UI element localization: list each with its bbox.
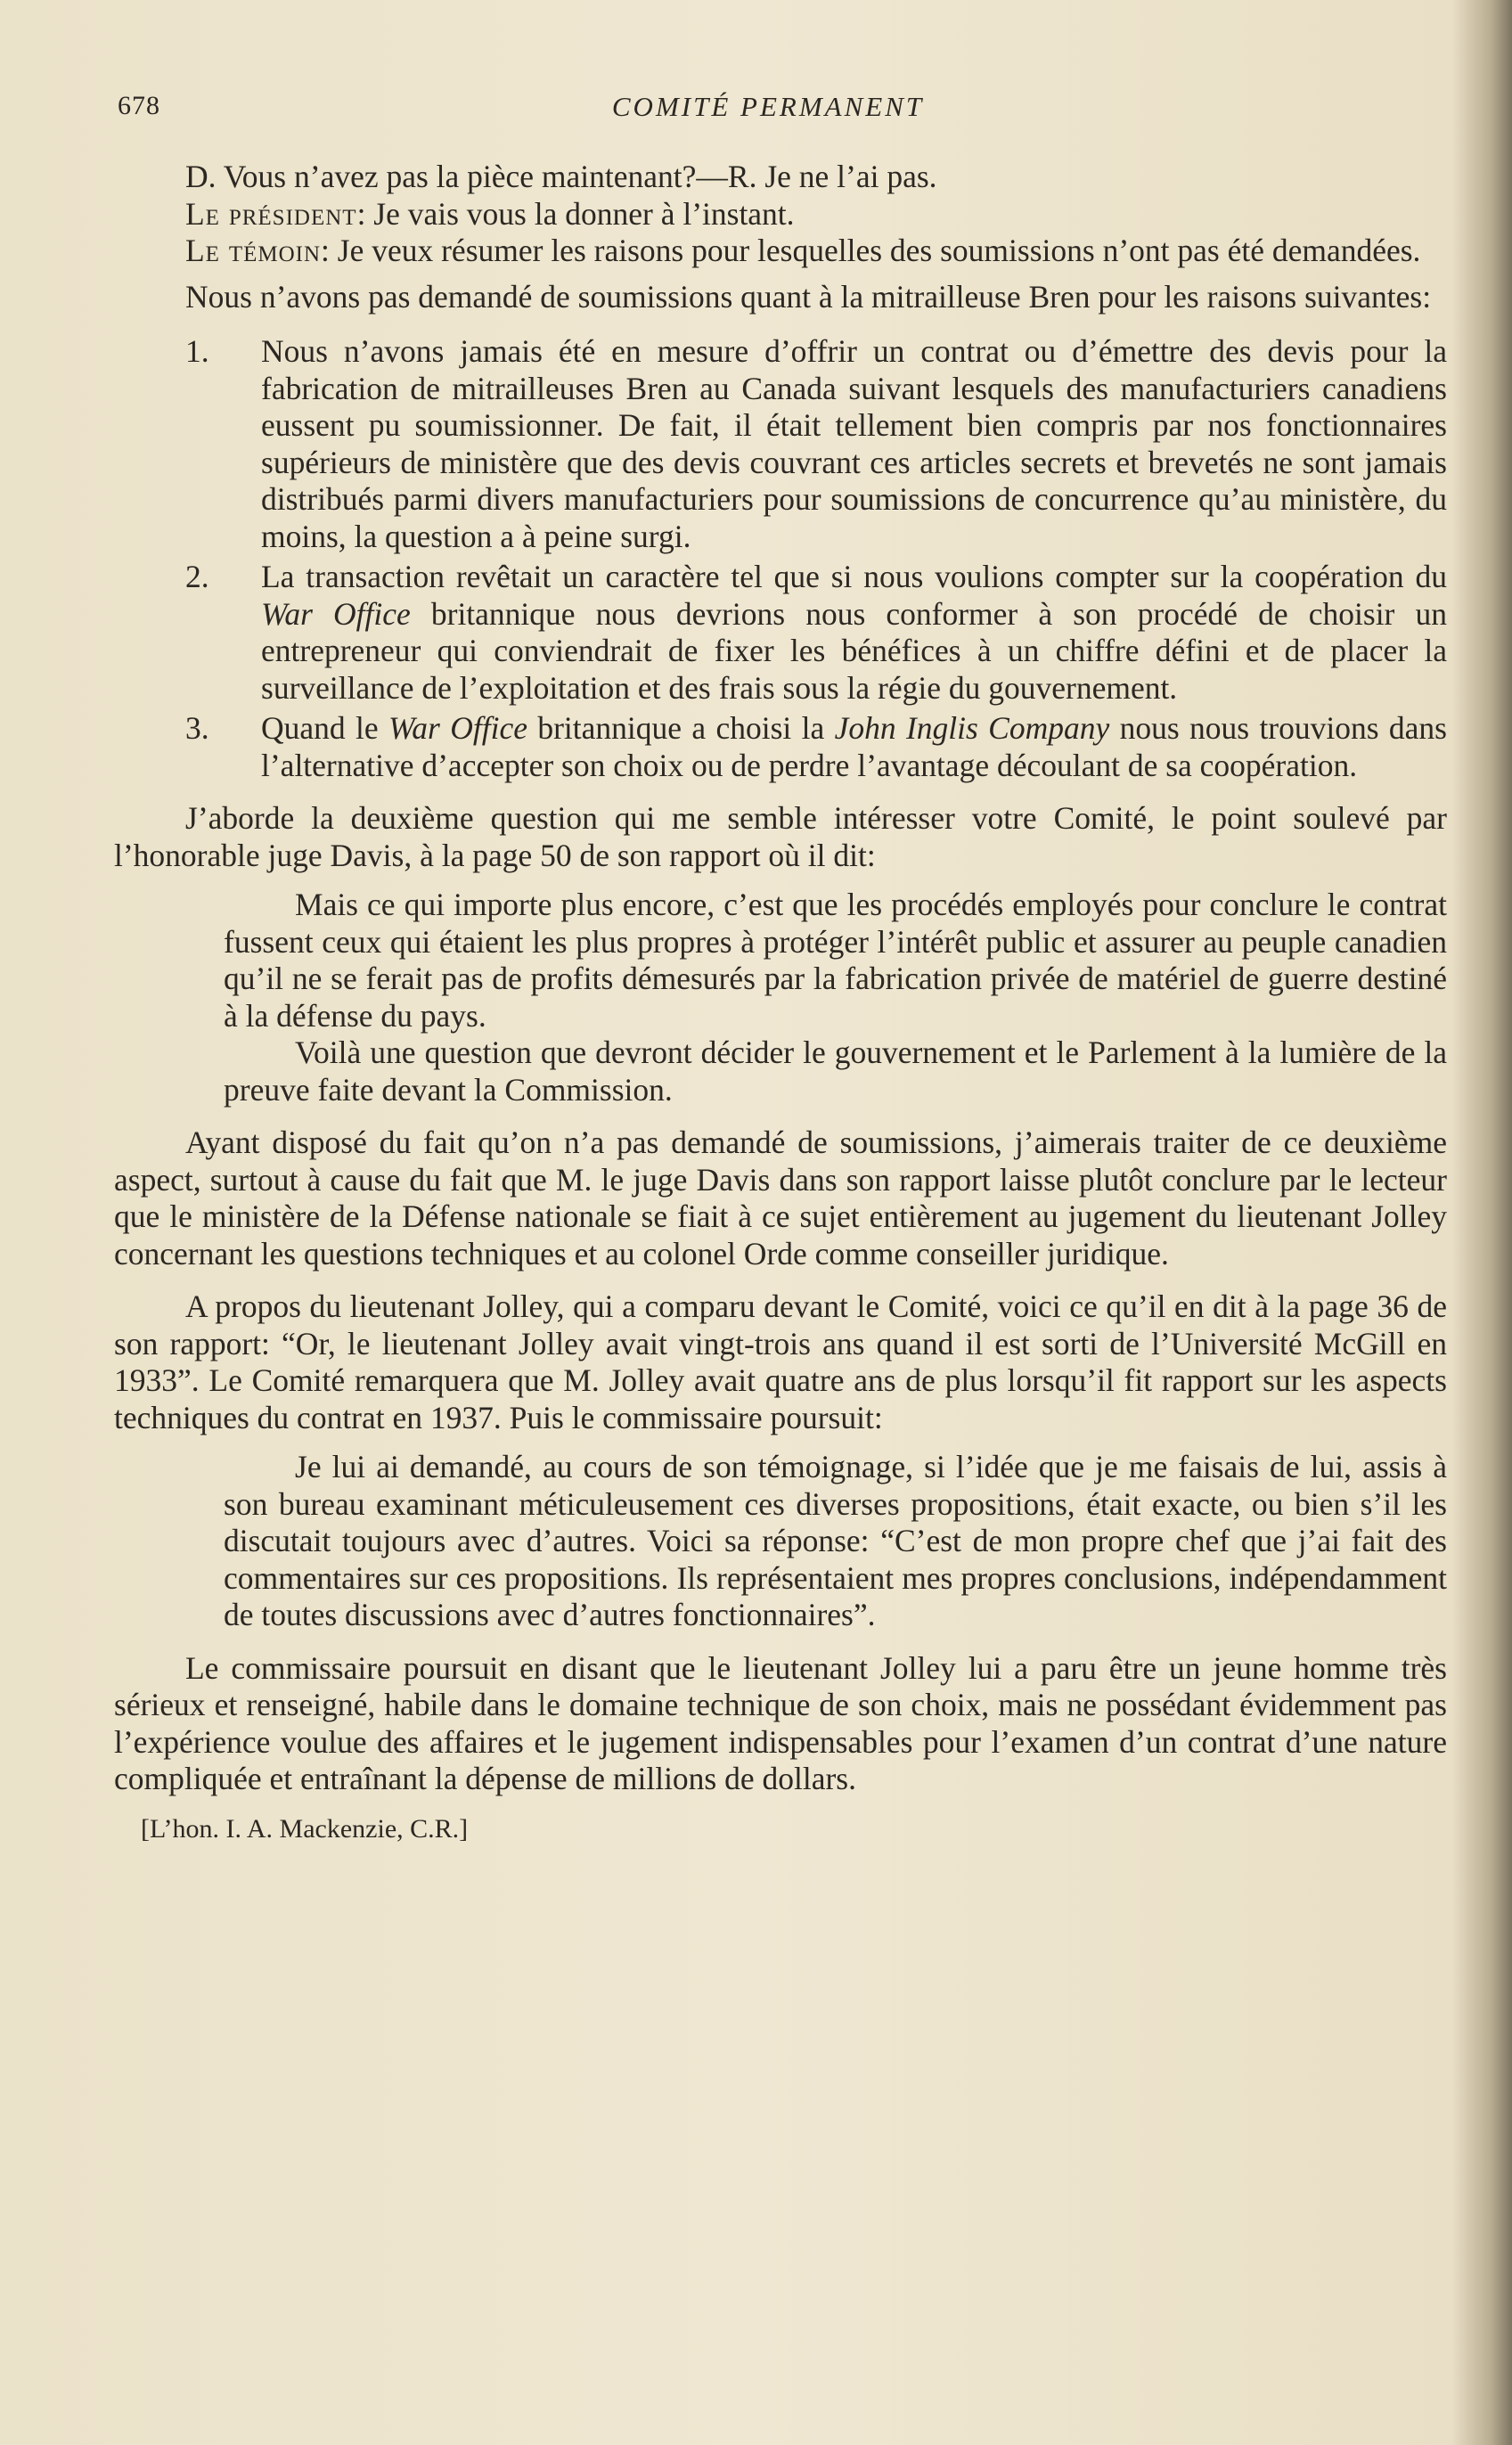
paragraph-second-question: J’aborde la deuxième question qui me semble intéresser votre Comité, le point soulevé par l’honorable juge Davis, à la page 50 de son rapport où il dit: — [114, 800, 1447, 873]
quote-paragraph: Voilà une question que devront décider le gouvernement et le Parlement à la lumière de la preuve faite devant la Commission. — [224, 1034, 1447, 1108]
list-item — [114, 333, 1447, 555]
quote-paragraph: Je lui ai demandé, au cours de son témoignage, si l’idée que je me faisais de lui, assis à son bureau examinant méticuleusement ces diverses propositions, était exacte, ou bien s’il les discutait toujours avec d’autres. Voici sa réponse: “C’est de mon propre chef que j’ai fait des commentaires sur ces propositions. Ils représentaient mes propres conclusions, indépendamment de toutes discussions avec d’autres fonctionnaires”. — [224, 1449, 1447, 1632]
paragraph-second-aspect: Ayant disposé du fait qu’on n’a pas demandé de soumissions, j’aimerais traiter de ce deuxième aspect, surtout à cause du fait que M. le juge Davis dans son rapport laisse plutôt conclure par le lecteur que le ministère de la Défense nationale se fiait à ce sujet entièrement au jugement du lieutenant Jolley concernant les questions techniques et au colonel Orde comme conseiller juridique. — [114, 1124, 1447, 1272]
speaker-witness: Le témoin — [185, 233, 322, 268]
page-number: 678 — [118, 91, 160, 120]
paragraph-president — [114, 196, 1447, 233]
list-text-italic: John Inglis Company — [834, 710, 1110, 746]
block-quote-report — [114, 887, 1447, 1108]
paragraph-commissioner: Le commissaire poursuit en disant que le lieutenant Jolley lui a paru être un jeune homme très sérieux et renseigné, habile dans le domaine technique de son choix, mais ne possédant évidemment pas l’expérience voulue des affaires et le jugement indispensables pour l’examen d’un contrat d’une nature compliquée et entraînant la dépense de millions de dollars. — [114, 1649, 1447, 1796]
page-header — [118, 91, 1383, 135]
president-statement: : Je vais vous la donner à l’instant. — [356, 195, 795, 232]
page-body — [114, 159, 1447, 1847]
paragraph-jolley: A propos du lieutenant Jolley, qui a comparu devant le Comité, voici ce qu’il en dit à la page 36 de son rapport: “Or, le lieutenant Jolley avait vingt-trois ans quand il est sorti de l’Université McGill en 1933”. Le Comité remarquera que M. Jolley avait quatre ans de plus lorsqu’il fit rapport sur les aspects techniques du contrat en 1937. Puis le commissaire poursuit: — [114, 1288, 1447, 1435]
list-text: nous nous trouvions dans l’alternative d’accepter son choix ou de perdre l’avantage découlant de sa coopération. — [261, 710, 1447, 783]
list-item — [114, 559, 1447, 707]
quote-paragraph: Mais ce qui importe plus encore, c’est que les procédés employés pour conclure le contrat fussent ceux qui étaient les plus propres à protéger l’intérêt public et assurer au peuple canadien qu’il ne se ferait pas de profits démesurés par la fabrication privée de matériel de guerre destiné à la défense du pays. — [224, 887, 1447, 1034]
list-text-italic: War Office — [261, 595, 411, 632]
list-number: 2. — [185, 559, 209, 594]
list-text: Quand le — [261, 710, 388, 746]
reasons-list — [114, 333, 1447, 784]
list-number: 1. — [185, 333, 209, 369]
paragraph-question: D. Vous n’avez pas la pièce maintenant?—R. Je ne l’ai pas. — [185, 159, 937, 194]
block-quote-testimony — [114, 1449, 1447, 1634]
witness-statement: : Je veux résumer les raisons pour lesquelles des soumissions n’ont pas été demandées. — [321, 233, 1421, 268]
paragraph-reasons-intro: Nous n’avons pas demandé de soumissions quant à la mitrailleuse Bren pour les raisons suivantes: — [185, 278, 1432, 315]
speaker-footnote: [L’hon. I. A. Mackenzie, C.R.] — [141, 1813, 469, 1844]
paragraph-witness — [114, 233, 1447, 270]
list-text: Nous n’avons jamais été en mesure d’offrir un contrat ou d’émettre des devis pour la fabrication de mitrailleuses Bren au Canada suivant lesquels des manufacturiers canadiens eussent pu soumissionner. De fait, il était tellement bien compris par nos fonctionnaires supérieurs de ministère que des devis couvrant ces articles secrets et brevetés ne sont jamais distribués parmi divers manufacturiers pour soumissions de concurrence qu’au ministère, du moins, la question a à peine surgi. — [261, 333, 1447, 554]
running-title: COMITÉ PERMANENT — [611, 91, 925, 122]
list-text-italic: War Office — [388, 710, 527, 746]
speaker-president: Le président — [185, 195, 357, 232]
list-text: britannique nous devrions nous conformer à son procédé de choisir un entrepreneur qui conviendrait de fixer les bénéfices à un chiffre défini et de placer la surveillance de l’exploitation et des frais sous la régie du gouvernement. — [261, 595, 1447, 706]
list-text: La transaction revêtait un caractère tel que si nous voulions compter sur la coopération du — [261, 559, 1447, 594]
list-item — [114, 710, 1447, 784]
list-number: 3. — [185, 710, 209, 746]
list-text: britannique a choisi la — [527, 710, 835, 746]
